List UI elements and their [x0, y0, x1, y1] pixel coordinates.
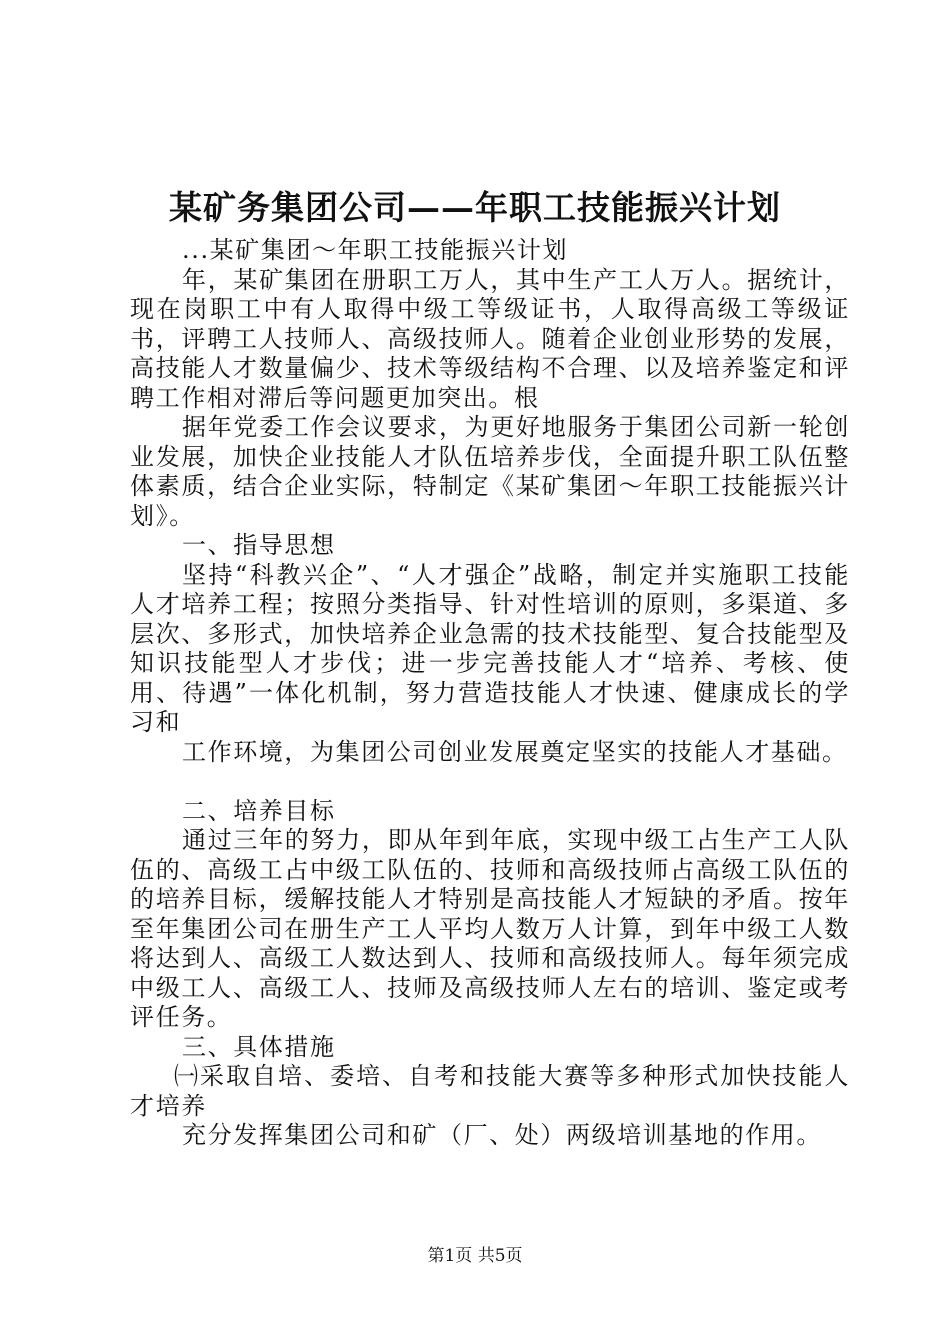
paragraph-guiding: 坚持“科教兴企”、“人才强企”战略，制定并实施职工技能人才培养工程；按照分类指导、针对性培训的原则，多渠道、多层次、多形式，加快培养企业急需的技术技能型、复合技能型及知识技能型人才步伐；进一步完善技能人才“培养、考核、使用、待遇”一体化机制，努力营造技能人才快速、健康成长的学习和	[130, 560, 850, 736]
document-title: 某矿务集团公司——年职工技能振兴计划	[169, 188, 781, 227]
subtitle-line: ...某矿集团～年职工技能振兴计划	[182, 236, 569, 264]
document-body	[130, 236, 850, 1151]
subsection-heading-1: ㈠采取自培、委培、自考和技能大赛等多种形式加快技能人才培养	[130, 1062, 850, 1120]
blank-line	[130, 767, 850, 797]
paragraph-measures: 充分发挥集团公司和矿（厂、处）两级培训基地的作用。	[182, 1121, 822, 1149]
page-footer: 第1页 共5页	[427, 1246, 523, 1266]
section-heading-1: 一、指导思想	[182, 531, 336, 559]
section-heading-2: 二、培养目标	[182, 796, 336, 825]
section-heading-3: 三、具体措施	[182, 1032, 336, 1061]
paragraph-guiding-cont: 工作环境，为集团公司创业发展奠定坚实的技能人才基础。	[182, 737, 848, 766]
paragraph-basis: 据年党委工作会议要求，为更好地服务于集团公司新一轮创业发展，加快企业技能人才队伍培养步伐，全面提升职工队伍整体素质，结合企业实际，特制定《某矿集团～年职工技能振兴计划》。	[130, 413, 850, 530]
paragraph-goals: 通过三年的努力，即从年到年底，实现中级工占生产工人队伍的、高级工占中级工队伍的、技师和高级技师占高级工队伍的的培养目标，缓解技能人才特别是高技能人才短缺的矛盾。按年至年集团公司在册生产工人平均人数万人计算，到年中级工人数将达到人、高级工人数达到人、技师和高级技师人。每年须完成中级工人、高级工人、技师及高级技师人左右的培训、鉴定或考评任务。	[130, 826, 850, 1031]
paragraph-intro: 年，某矿集团在册职工万人，其中生产工人万人。据统计，现在岗职工中有人取得中级工等级证书，人取得高级工等级证书，评聘工人技师人、高级技师人。随着企业创业形势的发展，高技能人才数量偏少、技术等级结构不合理、以及培养鉴定和评聘工作相对滞后等问题更加突出。根	[130, 265, 850, 412]
